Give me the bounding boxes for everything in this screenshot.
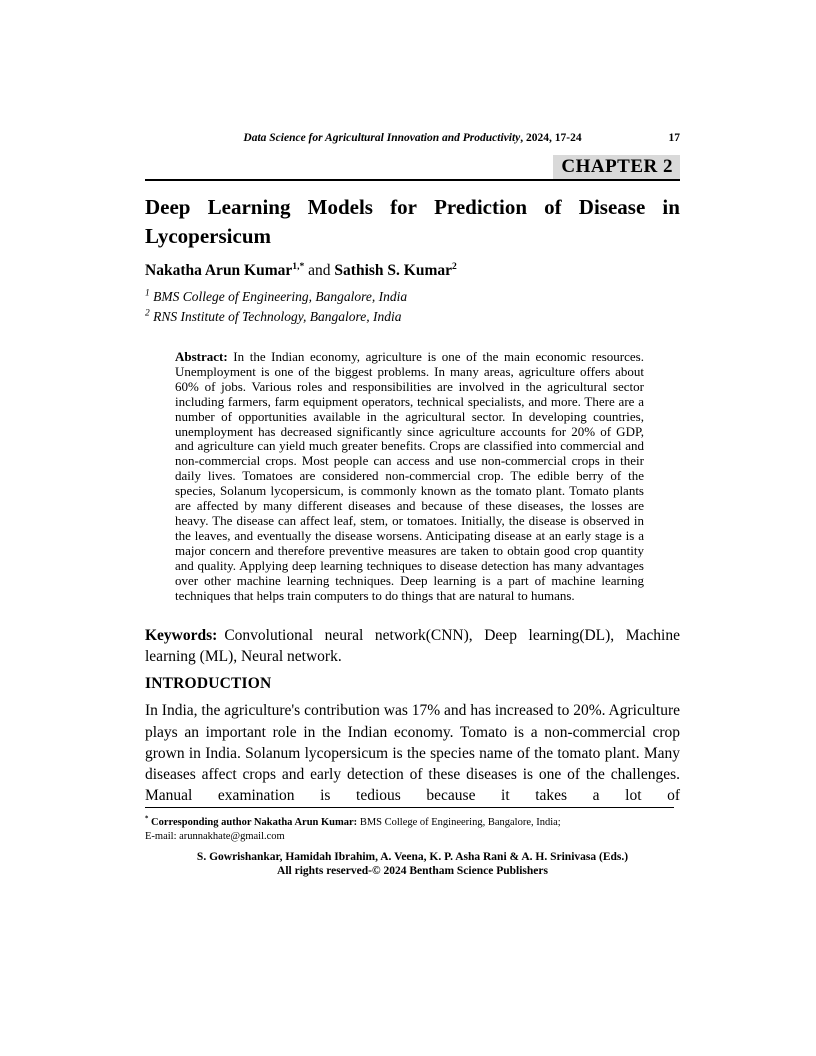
- footnote-divider: [145, 807, 674, 808]
- keywords-label: Keywords:: [145, 627, 218, 645]
- affiliation-1: [145, 287, 680, 307]
- corresponding-author-footnote: [145, 816, 680, 843]
- footnote-marker: *: [145, 815, 149, 823]
- footer-credits: [145, 851, 680, 878]
- abstract-text: In the Indian economy, agriculture is one of the main economic resources. Unemployment is one of the biggest problems. In many areas, agriculture offers about 60% of jobs. Various roles and responsibilities are involved in the agricultural sector including farmers, farm equipment operators, technical specialists, and more. There are a number of opportunities available in the agricultural sector. In developing countries, unemployment has decreased significantly since agriculture accounts for 20% of GDP, and agriculture can yield much greater benefits. Crops are classified into commercial and non-commercial crops. Most people can access and use non-commercial crops in their daily lives. Tomatoes are considered non-commercial crop. The edible berry of the species, Solanum lycopersicum, is commonly known as the tomato plant. Tomato plants are affected by many different diseases and because of these diseases, the losses are heavy. The disease can affect leaf, stem, or tomatoes. Initially, the disease is observed in the leaves, and eventually the disease worsens. Anticipating disease at an early stage is a major concern and therefore preventive measures are taken to obtain good crop quantity and quality. Applying deep learning techniques to disease detection has many advantages over other machine learning techniques. Deep learning is a part of machine learning techniques that helps train computers to do things that are natural to humans.: [175, 349, 644, 603]
- author-2-superscript: 2: [452, 260, 457, 272]
- rights-line: All rights reserved-© 2024 Bentham Science Publishers: [277, 864, 548, 877]
- affiliation-2-text: RNS Institute of Technology, Bangalore, India: [149, 309, 402, 324]
- abstract-block: [175, 350, 644, 603]
- author-2: Sathish S. Kumar: [334, 262, 452, 279]
- keywords-block: [145, 625, 680, 667]
- chapter-rule: [145, 155, 680, 181]
- author-1-superscript: 1,*: [292, 260, 305, 272]
- author-1: Nakatha Arun Kumar: [145, 262, 293, 279]
- affiliation-1-text: BMS College of Engineering, Bangalore, India: [149, 289, 408, 304]
- journal-title-italic: Data Science for Agricultural Innovation and Productivity: [243, 132, 521, 144]
- chapter-badge: CHAPTER 2: [553, 155, 680, 179]
- footnote-affiliation: BMS College of Engineering, Bangalore, India;: [357, 817, 561, 829]
- affiliations: [145, 287, 680, 327]
- article-title: [145, 193, 680, 251]
- article-title-line-2: Lycopersicum: [145, 224, 271, 248]
- section-heading-introduction: INTRODUCTION: [145, 675, 272, 693]
- footnote-email: E-mail: arunnakhate@gmail.com: [145, 830, 285, 842]
- affiliation-1-superscript: 1: [145, 288, 150, 299]
- issue-info: , 2024, 17-24: [520, 132, 582, 144]
- footnote-author-bold: Corresponding author Nakatha Arun Kumar:: [148, 817, 358, 829]
- introduction-paragraph: In India, the agriculture's contribution was 17% and has increased to 20%. Agriculture plays an important role in the Indian economy. Tomato is a non-commercial crop grown in India. Solanum lycopersicum is the species name of the tomato plant. Many diseases affect crops and early detection of these diseases is one of the challenges. Manual examination is tedious because it takes a lot of: [145, 702, 680, 805]
- running-header: [145, 131, 680, 146]
- authors-line: [145, 261, 680, 280]
- affiliation-2: [145, 307, 680, 327]
- keywords-text: Convolutional neural network(CNN), Deep learning(DL), Machine learning (ML), Neural network.: [145, 627, 680, 666]
- journal-title: [243, 132, 581, 144]
- affiliation-2-superscript: 2: [145, 308, 150, 319]
- page-number: 17: [668, 132, 680, 144]
- abstract-label: Abstract:: [175, 349, 228, 364]
- page-content: [145, 0, 680, 878]
- authors-connector: and: [304, 262, 335, 279]
- editors-line: S. Gowrishankar, Hamidah Ibrahim, A. Veena, K. P. Asha Rani & A. H. Srinivasa (Eds.): [196, 851, 629, 864]
- article-title-line-1: Deep Learning Models for Prediction of Disease in: [145, 195, 680, 219]
